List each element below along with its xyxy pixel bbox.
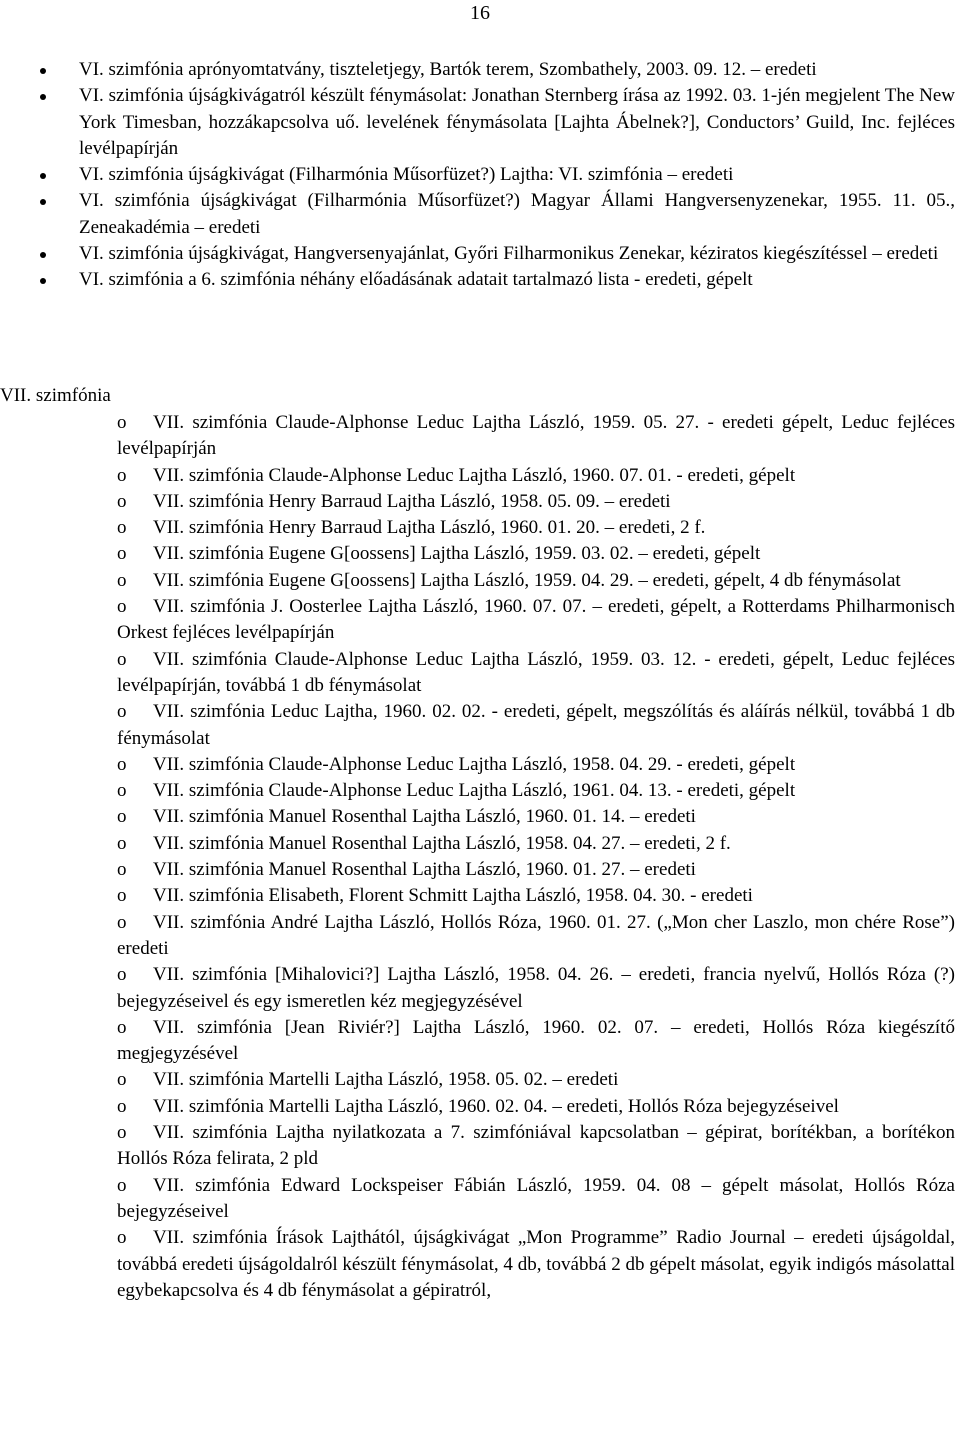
entry-text: VII. szimfónia Eugene G[oossens] Lajtha László, 1959. 03. 02. – eredeti, gépelt xyxy=(153,543,761,565)
circle-marker-icon: o xyxy=(117,412,127,433)
entry-text: VII. szimfónia Claude-Alphonse Leduc Lajtha László, 1959. 05. 27. - eredeti gépelt, Leduc fejléces levélpapírján xyxy=(117,412,955,460)
circle-marker-icon: o xyxy=(117,701,127,723)
entry-text: VII. szimfónia Claude-Alphonse Leduc Lajtha László, 1961. 04. 13. - eredeti, gépelt xyxy=(153,780,796,802)
entry-item xyxy=(117,1094,955,1120)
entry-item xyxy=(117,831,955,857)
entry-item xyxy=(117,489,955,515)
list-item-text: VI. szimfónia újságkivágat (Filharmónia Műsorfüzet?) Lajtha: VI. szimfónia – eredeti xyxy=(79,164,734,186)
entry-text: VII. szimfónia Claude-Alphonse Leduc Lajtha László, 1959. 03. 12. - eredeti, gépelt, Leduc fejléces levélpapírján, továbbá 1 db fénymásolat xyxy=(117,648,955,696)
entry-list xyxy=(117,410,960,1304)
circle-marker-icon: o xyxy=(117,1174,127,1196)
circle-marker-icon: o xyxy=(117,753,127,775)
entry-text: VII. szimfónia Martelli Lajtha László, 1960. 02. 04. – eredeti, Hollós Róza bejegyzéseivel xyxy=(153,1095,839,1117)
circle-marker-icon: o xyxy=(117,885,127,907)
entry-text: VII. szimfónia André Lajtha László, Hollós Róza, 1960. 01. 27. („Mon cher Laszlo, mon chére Rose”) eredeti xyxy=(117,911,955,959)
circle-marker-icon: o xyxy=(117,859,127,881)
entry-text: VII. szimfónia Edward Lockspeiser Fábián László, 1959. 04. 08 – gépelt másolat, Hollós Róza bejegyzéseivel xyxy=(117,1174,955,1222)
circle-marker-icon: o xyxy=(117,780,127,802)
entry-item xyxy=(117,910,955,963)
circle-marker-icon: o xyxy=(117,832,127,854)
entry-text: VII. szimfónia [Mihalovici?] Lajtha László, 1958. 04. 26. – eredeti, francia nyelvű, Hollós Róza (?) bejegyzéseivel és egy ismeretlen kéz megjegyzésével xyxy=(117,964,955,1012)
entry-item xyxy=(117,778,955,804)
list-item-text: VI. szimfónia újságkivágatról készült fénymásolat: Jonathan Sternberg írása az 1992. 03. 1-jén megjelent The New York Timesban, hozzákapcsolva uő. levelének fénymásolata [Lajhta Ábelnek?], Conductors’ Guild, Inc. fejléces levélpapírján xyxy=(79,85,955,159)
entry-text: VII. szimfónia Elisabeth, Florent Schmitt Lajtha László, 1958. 04. 30. - eredeti xyxy=(153,885,753,907)
entry-text: VII. szimfónia Henry Barraud Lajtha László, 1960. 01. 20. – eredeti, 2 f. xyxy=(153,517,706,539)
circle-marker-icon: o xyxy=(117,464,127,486)
entry-item xyxy=(117,594,955,647)
bullet-list xyxy=(40,57,960,294)
bullet-icon xyxy=(40,278,46,284)
list-item-text: VI. szimfónia újságkivágat, Hangversenyajánlat, Győri Filharmonikus Zenekar, kéziratos kiegészítéssel – eredeti xyxy=(79,243,939,265)
entry-text: VII. szimfónia Claude-Alphonse Leduc Lajtha László, 1960. 07. 01. - eredeti, gépelt xyxy=(153,464,796,486)
section-heading: VII. szimfónia xyxy=(0,385,111,406)
circle-marker-icon: o xyxy=(117,911,127,933)
bullet-icon xyxy=(40,252,46,258)
entry-item xyxy=(117,883,955,909)
entry-text: VII. szimfónia Lajtha nyilatkozata a 7. szimfóniával kapcsolatban – gépirat, borítékban, a borítékon Hollós Róza felirata, 2 pld xyxy=(117,1122,955,1170)
entry-item xyxy=(117,647,955,700)
circle-marker-icon: o xyxy=(117,1016,127,1038)
entry-item xyxy=(117,410,955,463)
entry-item xyxy=(117,568,955,594)
entry-item xyxy=(117,752,955,778)
circle-marker-icon: o xyxy=(117,596,127,618)
entry-item xyxy=(117,1067,955,1093)
circle-marker-icon: o xyxy=(117,806,127,828)
circle-marker-icon: o xyxy=(117,648,127,670)
page-number: 16 xyxy=(470,2,490,24)
entry-item xyxy=(117,699,955,752)
list-item xyxy=(40,57,955,83)
entry-text: VII. szimfónia [Jean Riviér?] Lajtha László, 1960. 02. 07. – eredeti, Hollós Róza kiegészítő megjegyzésével xyxy=(117,1016,955,1065)
circle-marker-icon: o xyxy=(117,1095,127,1117)
bullet-icon xyxy=(40,173,46,179)
list-item xyxy=(40,267,955,293)
entry-item xyxy=(117,1173,955,1226)
list-item xyxy=(40,241,955,267)
list-item-text: VI. szimfónia aprónyomtatvány, tiszteletjegy, Bartók terem, Szombathely, 2003. 09. 12. – eredeti xyxy=(79,59,817,80)
entry-item xyxy=(117,541,955,567)
entry-text: VII. szimfónia Claude-Alphonse Leduc Lajtha László, 1958. 04. 29. - eredeti, gépelt xyxy=(153,753,796,775)
entry-text: VII. szimfónia J. Oosterlee Lajtha László, 1960. 07. 07. – eredeti, gépelt, a Rotterdams Philharmonisch Orkest fejléces levélpapírján xyxy=(117,596,955,644)
circle-marker-icon: o xyxy=(117,569,127,591)
entry-item xyxy=(117,1120,955,1173)
bullet-icon xyxy=(40,68,46,74)
circle-marker-icon: o xyxy=(117,964,127,986)
entry-item xyxy=(117,463,955,489)
entry-item xyxy=(117,515,955,541)
entry-item xyxy=(117,804,955,830)
list-item xyxy=(40,162,955,188)
circle-marker-icon: o xyxy=(117,1122,127,1144)
entry-text: VII. szimfónia Manuel Rosenthal Lajtha László, 1960. 01. 27. – eredeti xyxy=(153,859,696,881)
list-item xyxy=(40,83,955,162)
list-item-text: VI. szimfónia újságkivágat (Filharmónia Műsorfüzet?) Magyar Állami Hangversenyzenekar, 1955. 11. 05., Zeneakadémia – eredeti xyxy=(79,190,955,238)
entry-item xyxy=(117,857,955,883)
circle-marker-icon: o xyxy=(117,490,127,512)
entry-text: VII. szimfónia Írások Lajthától, újságkivágat „Mon Programme” Radio Journal – eredeti újságoldal, továbbá eredeti újságoldalról készült fénymásolat, 4 db, továbbá 2 db gépelt másolat, egyik indigós másolattal egybekapcsolva és 4 db fénymásolat a gépiratról, xyxy=(117,1227,955,1301)
list-item-text: VI. szimfónia a 6. szimfónia néhány előadásának adatait tartalmazó lista - eredeti, gépelt xyxy=(79,269,753,291)
bullet-icon xyxy=(40,199,46,205)
entry-item xyxy=(117,962,955,1015)
bullet-icon xyxy=(40,94,46,100)
list-item xyxy=(40,188,955,241)
entry-item xyxy=(117,1015,955,1068)
circle-marker-icon: o xyxy=(117,1069,127,1091)
entry-text: VII. szimfónia Manuel Rosenthal Lajtha László, 1958. 04. 27. – eredeti, 2 f. xyxy=(153,832,731,854)
entry-text: VII. szimfónia Henry Barraud Lajtha László, 1958. 05. 09. – eredeti xyxy=(153,490,671,512)
entry-text: VII. szimfónia Manuel Rosenthal Lajtha László, 1960. 01. 14. – eredeti xyxy=(153,806,696,828)
entry-text: VII. szimfónia Martelli Lajtha László, 1958. 05. 02. – eredeti xyxy=(153,1069,619,1091)
circle-marker-icon: o xyxy=(117,517,127,539)
circle-marker-icon: o xyxy=(117,543,127,565)
entry-item xyxy=(117,1225,955,1304)
entry-text: VII. szimfónia Eugene G[oossens] Lajtha László, 1959. 04. 29. – eredeti, gépelt, 4 db fénymásolat xyxy=(153,569,901,591)
entry-text: VII. szimfónia Leduc Lajtha, 1960. 02. 02. - eredeti, gépelt, megszólítás és aláírás nélkül, továbbá 1 db fénymásolat xyxy=(117,701,955,749)
circle-marker-icon: o xyxy=(117,1227,127,1249)
